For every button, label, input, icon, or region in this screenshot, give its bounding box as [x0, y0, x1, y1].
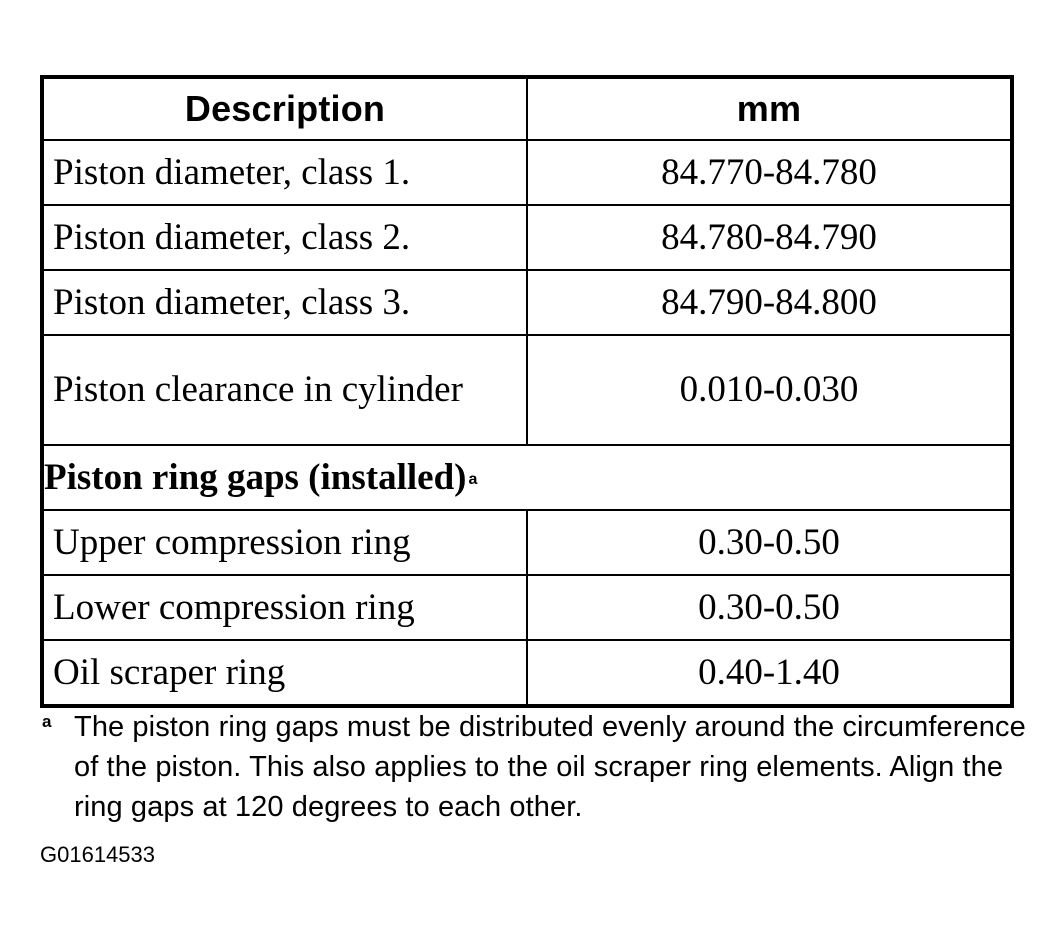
row-label: Piston diameter, class 3. — [42, 270, 527, 335]
table-row — [42, 575, 1012, 640]
row-label: Piston clearance in cylinder — [42, 335, 527, 445]
row-value: 0.40-1.40 — [527, 640, 1012, 706]
description-column-header: Description — [42, 77, 527, 140]
table-row — [42, 640, 1012, 706]
table-row — [42, 140, 1012, 205]
row-label: Lower compression ring — [42, 575, 527, 640]
row-label: Piston diameter, class 2. — [42, 205, 527, 270]
row-label: Oil scraper ring — [42, 640, 527, 706]
section-title: Piston ring gaps (installed) — [44, 456, 467, 498]
row-value: 0.30-0.50 — [527, 575, 1012, 640]
footnote-reference: a — [468, 470, 478, 488]
unit-column-header: mm — [527, 77, 1012, 140]
table-row — [42, 335, 1012, 445]
row-label: Piston diameter, class 1. — [42, 140, 527, 205]
table-row — [42, 510, 1012, 575]
row-value: 84.770-84.780 — [527, 140, 1012, 205]
table-row — [42, 270, 1012, 335]
footnote-marker: a — [42, 712, 52, 731]
piston-specification-table — [40, 75, 1014, 708]
row-value: 84.790-84.800 — [527, 270, 1012, 335]
table-header-row — [42, 77, 1012, 140]
footnote — [40, 707, 1030, 827]
row-value: 0.010-0.030 — [527, 335, 1012, 445]
section-header-cell — [42, 445, 1012, 510]
row-value: 0.30-0.50 — [527, 510, 1012, 575]
row-value: 84.780-84.790 — [527, 205, 1012, 270]
table-row — [42, 205, 1012, 270]
footnote-text: The piston ring gaps must be distributed evenly around the circumference of the piston. This also applies to the oil scraper ring elements. Align the ring gaps at 120 degrees to each other. — [74, 711, 1026, 823]
row-label: Upper compression ring — [42, 510, 527, 575]
figure-id: G01614533 — [40, 842, 155, 867]
section-header-row — [42, 445, 1012, 510]
